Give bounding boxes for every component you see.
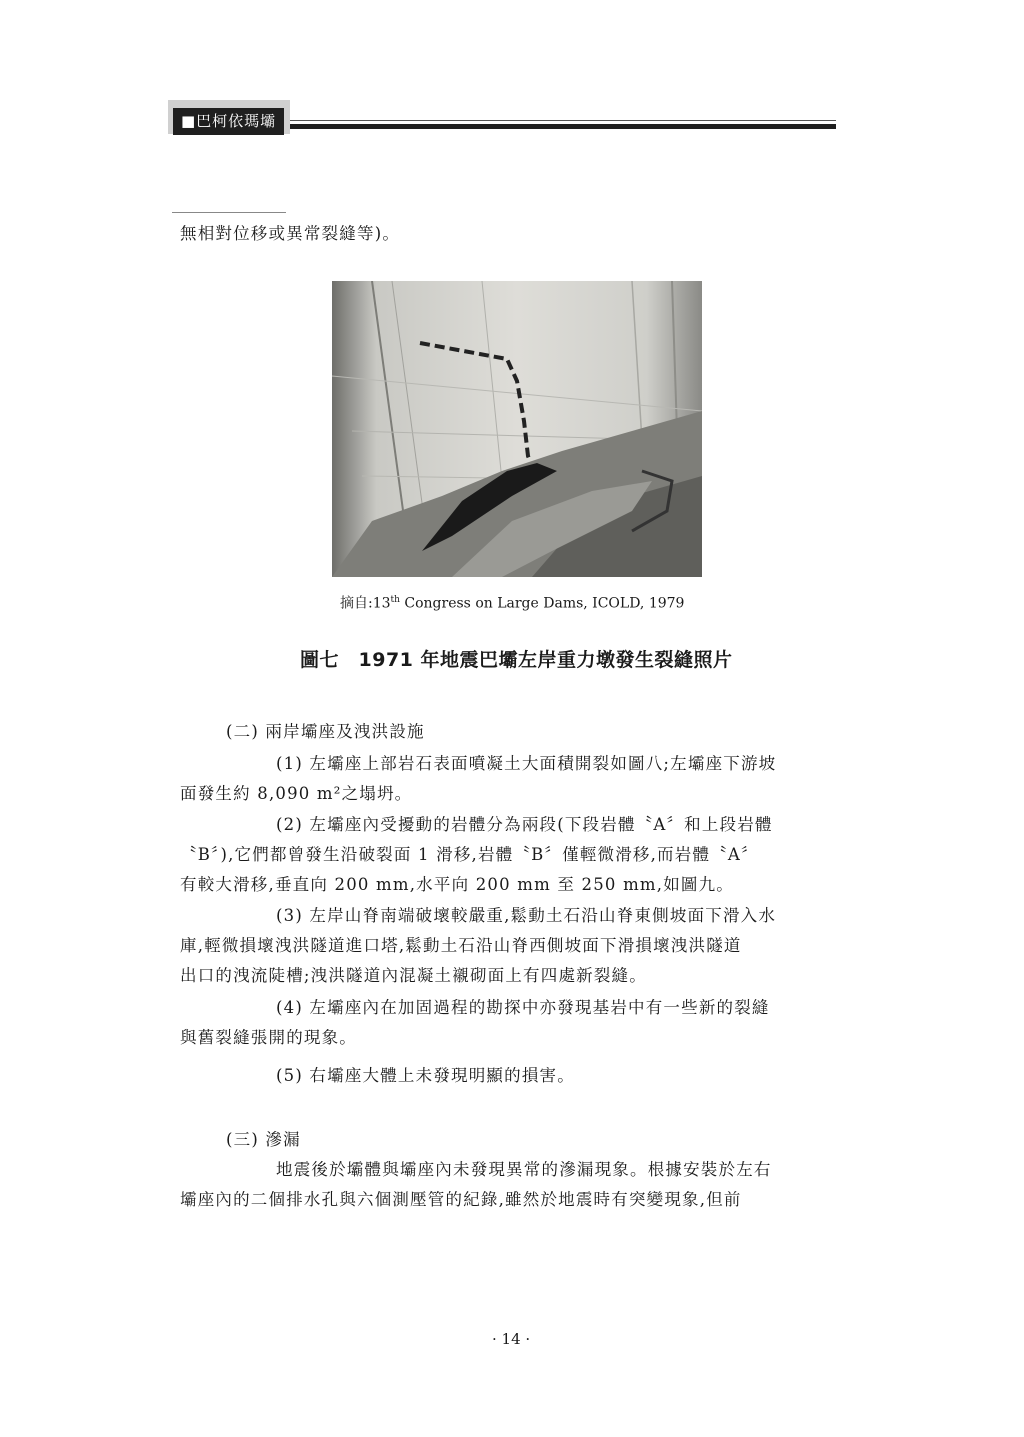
page-number: · 14 · bbox=[492, 1330, 531, 1348]
section-heading: (三) 滲漏 bbox=[226, 1130, 301, 1149]
figure-caption: 圖七 1971 年地震巴壩左岸重力墩發生裂縫照片 bbox=[300, 649, 733, 671]
section-heading: (二) 兩岸壩座及洩洪設施 bbox=[226, 722, 425, 741]
paragraph-line: 面發生約 8,090 m²之塌坍。 bbox=[180, 784, 413, 803]
paragraph-line: 地震後於壩體與壩座內未發現異常的滲漏現象。根據安裝於左右 bbox=[276, 1160, 772, 1179]
dam-crack-photo bbox=[332, 281, 702, 577]
paragraph-line: 有較大滑移,垂直向 200 mm,水平向 200 mm 至 250 mm,如圖九。 bbox=[180, 875, 735, 894]
paragraph-line: 〝B〞),它們都曾發生沿破裂面 1 滑移,岩體〝B〞僅輕微滑移,而岩體〝A〞 bbox=[180, 845, 759, 864]
paragraph-line: 與舊裂縫張開的現象。 bbox=[180, 1028, 357, 1047]
header-rule-thin bbox=[290, 120, 836, 121]
paragraph-line: (3) 左岸山脊南端破壞較嚴重,鬆動土石沿山脊東側坡面下滑入水 bbox=[276, 906, 777, 925]
header-rule bbox=[290, 124, 836, 129]
paragraph-line: (4) 左壩座內在加固過程的勘探中亦發現基岩中有一些新的裂縫 bbox=[276, 998, 770, 1017]
paragraph-line: (2) 左壩座內受擾動的岩體分為兩段(下段岩體〝A〞和上段岩體 bbox=[276, 815, 773, 834]
continuation-rule bbox=[172, 212, 286, 213]
paragraph-line: 出口的洩流陡槽;洩洪隧道內混凝土襯砌面上有四處新裂縫。 bbox=[180, 966, 647, 985]
paragraph-line: (1) 左壩座上部岩石表面噴凝土大面積開裂如圖八;左壩座下游坡 bbox=[276, 754, 777, 773]
paragraph-line: 庫,輕微損壞洩洪隧道進口塔,鬆動土石沿山脊西側坡面下滑損壞洩洪隧道 bbox=[180, 936, 742, 955]
figure-source: 摘自:13th Congress on Large Dams, ICOLD, 1979 bbox=[340, 595, 685, 612]
continued-text: 無相對位移或異常裂縫等)。 bbox=[180, 224, 401, 243]
paragraph-line: (5) 右壩座大體上未發現明顯的損害。 bbox=[276, 1066, 575, 1085]
running-header: ■巴柯依瑪壩 bbox=[173, 108, 284, 135]
paragraph-line: 壩座內的二個排水孔與六個測壓管的紀錄,雖然於地震時有突變現象,但前 bbox=[180, 1190, 742, 1209]
